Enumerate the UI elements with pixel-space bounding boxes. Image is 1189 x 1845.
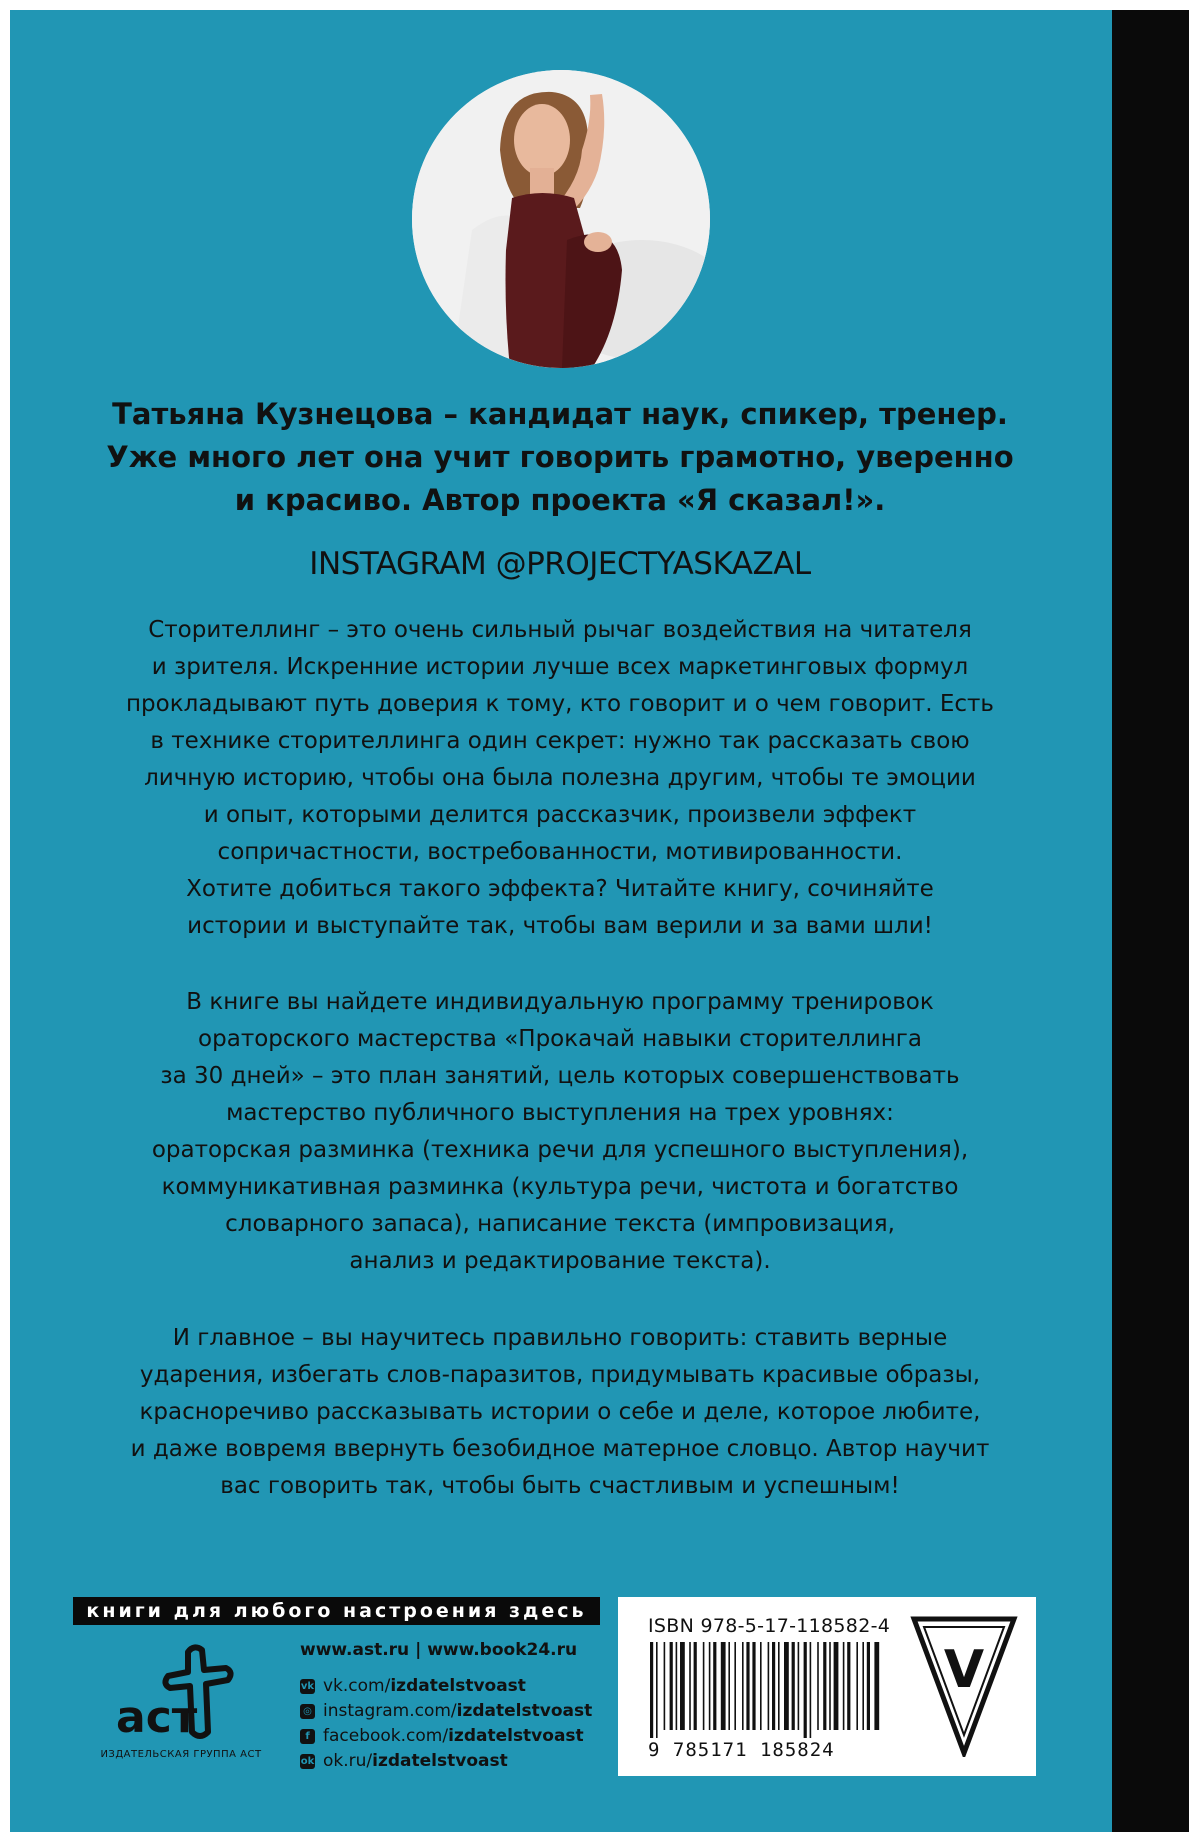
- barcode-bar: [676, 1642, 678, 1730]
- text-line: сопричастности, востребованности, мотивированности.: [217, 839, 903, 865]
- text-line: и опыт, которыми делится рассказчик, произвели эффект: [203, 802, 917, 828]
- author-photo: [412, 70, 710, 368]
- barcode-bar: [856, 1642, 858, 1730]
- link-prefix: facebook.com/: [323, 1726, 449, 1746]
- barcode-bar: [817, 1642, 819, 1730]
- facebook-icon: f: [300, 1729, 315, 1744]
- text-line: Хотите добиться такого эффекта? Читайте книгу, сочиняйте: [186, 876, 934, 902]
- barcode-bar: [656, 1642, 658, 1738]
- barcode-bar: [847, 1642, 850, 1730]
- social-link-vk[interactable]: [300, 1676, 526, 1696]
- barcode-bar: [843, 1642, 845, 1730]
- text-line: коммуникативная разминка (культура речи, чистота и богатство: [161, 1174, 959, 1200]
- barcode-bar: [752, 1642, 755, 1730]
- text-line: красноречиво рассказывать истории о себе и деле, которое любите,: [139, 1399, 981, 1425]
- bio-line: Уже много лет она учит говорить грамотно, уверенно: [106, 440, 1014, 474]
- bio-line: Татьяна Кузнецова – кандидат наук, спикер, тренер.: [112, 397, 1008, 431]
- barcode-bar: [703, 1642, 705, 1730]
- text-line: личную историю, чтобы она была полезна другим, чтобы те эмоции: [144, 765, 976, 791]
- barcode-bar: [768, 1642, 770, 1730]
- link-handle: izdatelstvoast: [372, 1751, 508, 1771]
- instagram-handle: INSTAGRAM @PROJECTYASKAZAL: [309, 546, 811, 582]
- barcode-bar: [862, 1642, 864, 1730]
- barcode-bar: [713, 1642, 716, 1730]
- barcode-bar: [670, 1642, 673, 1730]
- barcode-bar: [694, 1642, 697, 1730]
- link-prefix: ok.ru/: [323, 1751, 373, 1771]
- text-line: вас говорить так, чтобы быть счастливым и успешным!: [220, 1473, 900, 1499]
- barcode-bar: [784, 1642, 789, 1730]
- bio-line: и красиво. Автор проекта «Я сказал!».: [234, 483, 886, 517]
- age-mark-letter: V: [943, 1640, 985, 1700]
- link-handle: izdatelstvoast: [390, 1676, 526, 1696]
- text-line: ораторского мастерства «Прокачай навыки сторителлинга: [198, 1026, 922, 1052]
- publisher-tagline: книги для любого настроения здесь: [73, 1597, 600, 1625]
- barcode-bar: [792, 1642, 795, 1730]
- barcode-bar: [867, 1642, 870, 1730]
- text-line: ораторская разминка (техника речи для успешного выступления),: [151, 1137, 969, 1163]
- text-line: истории и выступайте так, чтобы вам верили и за вами шли!: [187, 913, 933, 939]
- vk-icon: vk: [300, 1680, 315, 1692]
- barcode-digits: 9 785171 185824: [648, 1739, 835, 1761]
- link-handle: izdatelstvoast: [448, 1726, 584, 1746]
- link-prefix: vk.com/: [323, 1676, 391, 1696]
- barcode-bar: [728, 1642, 730, 1730]
- book-spine: [1112, 10, 1189, 1832]
- age-rating-mark: [910, 1615, 1018, 1757]
- isbn-number: ISBN 978-5-17-118582-4: [648, 1615, 891, 1637]
- barcode-bar: [829, 1642, 831, 1730]
- barcode-bar: [798, 1642, 800, 1730]
- barcode-bar: [772, 1642, 775, 1730]
- link-handle: izdatelstvoast: [456, 1701, 593, 1721]
- text-line: и зрителя. Искренние истории лучше всех маркетинговых формул: [151, 654, 969, 680]
- text-line: ударения, избегать слов-паразитов, придумывать красивые образы,: [139, 1362, 981, 1388]
- logo-caption: ИЗДАТЕЛЬСКАЯ ГРУППА АСТ: [100, 1749, 262, 1760]
- text-line: за 30 дней» – это план занятий, цель которых совершенствовать: [160, 1063, 960, 1089]
- website-links[interactable]: www.ast.ru | www.book24.ru: [300, 1640, 578, 1660]
- text-line: в технике сторителлинга один секрет: нужно так рассказать свою: [150, 728, 970, 754]
- text-line: словарного запаса), написание текста (импровизация,: [225, 1211, 895, 1237]
- barcode-bar: [689, 1642, 691, 1730]
- barcode-bar: [834, 1642, 839, 1730]
- barcode-bar: [664, 1642, 666, 1730]
- barcode-bar: [760, 1642, 762, 1730]
- text-line: и даже вовремя ввернуть безобидное матерное словцо. Автор научит: [130, 1436, 990, 1462]
- instagram-icon: ◎: [300, 1704, 315, 1719]
- barcode-bar: [734, 1642, 736, 1730]
- social-link-facebook[interactable]: [300, 1726, 584, 1746]
- barcode-bar: [746, 1642, 749, 1730]
- barcode-bar: [709, 1642, 711, 1730]
- ast-logo: [110, 1640, 250, 1740]
- link-prefix: instagram.com/: [323, 1701, 457, 1721]
- social-link-odnoklassniki[interactable]: [300, 1751, 508, 1771]
- description-paragraph-3: [40, 1320, 1080, 1505]
- text-line: прокладывают путь доверия к тому, кто говорит и о чем говорит. Есть: [126, 691, 994, 717]
- text-line: анализ и редактирование текста).: [349, 1248, 771, 1274]
- barcode: [648, 1642, 886, 1738]
- description-paragraph-2: [40, 984, 1080, 1280]
- isbn-block: [618, 1597, 1036, 1776]
- barcode-bar: [804, 1642, 807, 1738]
- barcode-bar: [778, 1642, 780, 1730]
- text-line: В книге вы найдете индивидуальную программу тренировок: [186, 989, 934, 1015]
- barcode-bar: [650, 1642, 653, 1738]
- description-paragraph-1: [40, 612, 1080, 945]
- text-line: мастерство публичного выступления на трех уровнях:: [226, 1100, 894, 1126]
- barcode-bar: [721, 1642, 726, 1730]
- author-bio: [40, 393, 1080, 522]
- barcode-bar: [742, 1642, 744, 1730]
- odnoklassniki-icon: ok: [300, 1755, 315, 1767]
- barcode-bar: [874, 1642, 879, 1730]
- text-line: И главное – вы научитесь правильно говорить: ставить верные: [172, 1325, 948, 1351]
- text-line: Сторителлинг – это очень сильный рычаг воздействия на читателя: [148, 617, 972, 643]
- barcode-bar: [810, 1642, 812, 1738]
- barcode-bar: [823, 1642, 826, 1730]
- social-link-instagram[interactable]: [300, 1701, 592, 1721]
- barcode-bar: [680, 1642, 685, 1730]
- logo-text: аст: [116, 1692, 198, 1740]
